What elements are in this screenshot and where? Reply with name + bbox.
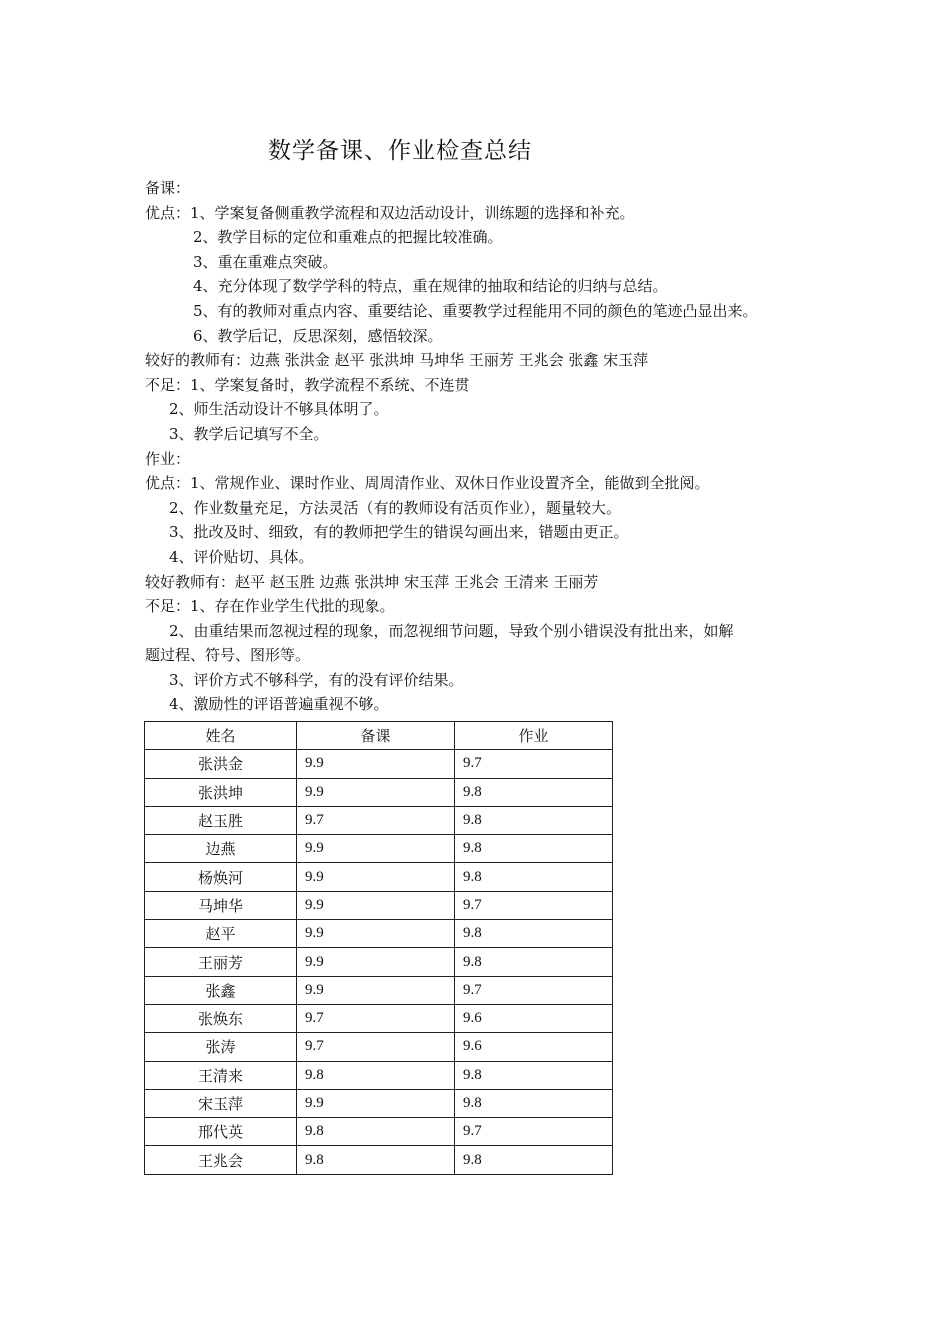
cell-teacher-name: 赵玉胜 <box>145 806 297 834</box>
cell-homework-score: 9.7 <box>455 1118 613 1146</box>
cell-teacher-name: 张涛 <box>145 1033 297 1061</box>
table-row <box>145 806 613 834</box>
cell-homework-score: 9.8 <box>455 806 613 834</box>
cell-prep-score: 9.9 <box>297 863 455 891</box>
cell-teacher-name: 张鑫 <box>145 976 297 1004</box>
table-row <box>145 976 613 1004</box>
cell-homework-score: 9.8 <box>455 920 613 948</box>
cell-homework-score: 9.7 <box>455 976 613 1004</box>
cell-prep-score: 9.9 <box>297 750 455 778</box>
cell-homework-score: 9.7 <box>455 750 613 778</box>
cell-homework-score: 9.8 <box>455 778 613 806</box>
homework-weakness-2-cont: 题过程、符号、图形等。 <box>145 646 311 665</box>
cell-prep-score: 9.7 <box>297 1033 455 1061</box>
prep-strength-1: 优点：1、学案复备侧重教学流程和双边活动设计，训练题的选择和补充。 <box>145 203 635 222</box>
section-heading-lesson-prep: 备课： <box>145 179 191 197</box>
cell-prep-score: 9.8 <box>297 1118 455 1146</box>
cell-prep-score: 9.7 <box>297 806 455 834</box>
homework-strength-4: 4、评价贴切、具体。 <box>169 547 314 566</box>
table-row <box>145 1118 613 1146</box>
table-row <box>145 863 613 891</box>
table-header-row <box>145 722 613 750</box>
cell-prep-score: 9.8 <box>297 1061 455 1089</box>
cell-teacher-name: 边燕 <box>145 835 297 863</box>
table-row <box>145 750 613 778</box>
cell-homework-score: 9.6 <box>455 1004 613 1032</box>
cell-prep-score: 9.8 <box>297 1146 455 1174</box>
cell-prep-score: 9.9 <box>297 778 455 806</box>
cell-teacher-name: 王兆会 <box>145 1146 297 1174</box>
prep-strength-3: 3、重在重难点突破。 <box>193 252 338 271</box>
table-row <box>145 1004 613 1032</box>
prep-strength-6: 6、教学后记，反思深刻，感悟较深。 <box>193 326 443 345</box>
cell-homework-score: 9.8 <box>455 863 613 891</box>
prep-strength-5: 5、有的教师对重点内容、重要结论、重要教学过程能用不同的颜色的笔迹凸显出来。 <box>193 301 758 320</box>
table-row <box>145 778 613 806</box>
table-row <box>145 1089 613 1117</box>
cell-homework-score: 9.8 <box>455 1146 613 1174</box>
homework-weakness-1: 不足：1、存在作业学生代批的现象。 <box>145 597 395 616</box>
cell-homework-score: 9.8 <box>455 1061 613 1089</box>
column-header-homework: 作业 <box>455 722 613 750</box>
prep-good-teachers: 较好的教师有：边燕 张洪金 赵平 张洪坤 马坤华 王丽芳 王兆会 张鑫 宋玉萍 <box>145 351 649 370</box>
column-header-prep: 备课 <box>297 722 455 750</box>
prep-strength-4: 4、充分体现了数学学科的特点，重在规律的抽取和结论的归纳与总结。 <box>193 277 668 296</box>
table-row <box>145 920 613 948</box>
cell-prep-score: 9.9 <box>297 976 455 1004</box>
cell-teacher-name: 杨焕河 <box>145 863 297 891</box>
cell-teacher-name: 王丽芳 <box>145 948 297 976</box>
cell-homework-score: 9.8 <box>455 835 613 863</box>
cell-prep-score: 9.9 <box>297 835 455 863</box>
cell-homework-score: 9.7 <box>455 891 613 919</box>
document-title: 数学备课、作业检查总结 <box>268 138 532 164</box>
prep-weakness-3: 3、教学后记填写不全。 <box>169 424 329 443</box>
table-row <box>145 835 613 863</box>
homework-good-teachers: 较好教师有：赵平 赵玉胜 边燕 张洪坤 宋玉萍 王兆会 王清来 王丽芳 <box>145 572 599 591</box>
table-row <box>145 1061 613 1089</box>
cell-teacher-name: 马坤华 <box>145 891 297 919</box>
cell-teacher-name: 宋玉萍 <box>145 1089 297 1117</box>
homework-weakness-4: 4、激励性的评语普遍重视不够。 <box>169 695 389 714</box>
homework-strength-1: 优点：1、常规作业、课时作业、周周清作业、双休日作业设置齐全，能做到全批阅。 <box>145 474 710 493</box>
table-row <box>145 891 613 919</box>
cell-prep-score: 9.9 <box>297 1089 455 1117</box>
cell-homework-score: 9.6 <box>455 1033 613 1061</box>
score-table <box>144 721 613 1175</box>
table-row <box>145 1033 613 1061</box>
prep-strength-2: 2、教学目标的定位和重难点的把握比较准确。 <box>193 228 503 247</box>
section-heading-homework: 作业： <box>145 449 191 468</box>
homework-weakness-3: 3、评价方式不够科学，有的没有评价结果。 <box>169 670 464 689</box>
cell-prep-score: 9.9 <box>297 920 455 948</box>
homework-strength-2: 2、作业数量充足，方法灵活（有的教师设有活页作业），题量较大。 <box>169 498 622 517</box>
column-header-name: 姓名 <box>145 722 297 750</box>
homework-strength-3: 3、批改及时、细致，有的教师把学生的错误勾画出来，错题由更正。 <box>169 523 629 542</box>
prep-weakness-1: 不足：1、学案复备时，教学流程不系统、不连贯 <box>145 375 470 394</box>
table-row <box>145 948 613 976</box>
cell-teacher-name: 赵平 <box>145 920 297 948</box>
cell-prep-score: 9.9 <box>297 891 455 919</box>
cell-homework-score: 9.8 <box>455 1089 613 1117</box>
cell-teacher-name: 邢代英 <box>145 1118 297 1146</box>
homework-weakness-2: 2、由重结果而忽视过程的现象，而忽视细节问题，导致个别小错误没有批出来，如解 <box>169 621 734 640</box>
cell-teacher-name: 张焕东 <box>145 1004 297 1032</box>
table-body <box>145 750 613 1174</box>
cell-teacher-name: 王清来 <box>145 1061 297 1089</box>
cell-prep-score: 9.7 <box>297 1004 455 1032</box>
cell-teacher-name: 张洪金 <box>145 750 297 778</box>
cell-prep-score: 9.9 <box>297 948 455 976</box>
document-body <box>145 176 845 717</box>
cell-teacher-name: 张洪坤 <box>145 778 297 806</box>
table-row <box>145 1146 613 1174</box>
cell-homework-score: 9.8 <box>455 948 613 976</box>
prep-weakness-2: 2、师生活动设计不够具体明了。 <box>169 400 389 419</box>
